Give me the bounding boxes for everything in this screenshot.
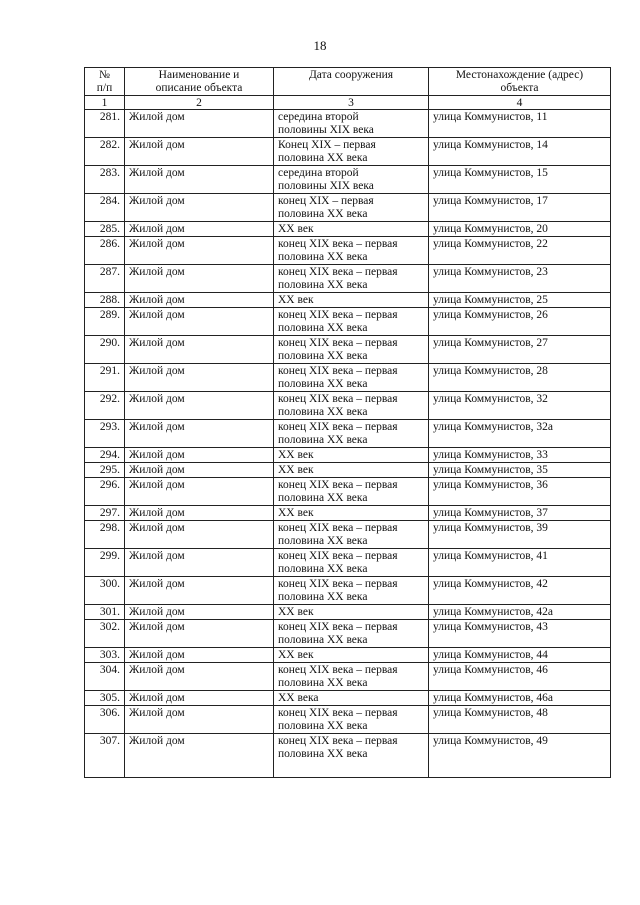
table-row [85, 166, 611, 194]
construction-date: конец XIX века – первая половина XX века [274, 237, 429, 265]
construction-date: середина второй половины XIX века [274, 166, 429, 194]
object-address: улица Коммунистов, 28 [429, 364, 611, 392]
object-address: улица Коммунистов, 26 [429, 308, 611, 336]
row-number: 298. [85, 521, 125, 549]
row-number: 302. [85, 620, 125, 648]
row-number: 303. [85, 648, 125, 663]
header-name: Наименование и описание объекта [125, 68, 274, 96]
object-address: улица Коммунистов, 32а [429, 420, 611, 448]
object-address: улица Коммунистов, 46 [429, 663, 611, 691]
table-row [85, 663, 611, 691]
table-row [85, 222, 611, 237]
row-number: 300. [85, 577, 125, 605]
column-number: 4 [429, 96, 611, 110]
row-number: 289. [85, 308, 125, 336]
row-number: 292. [85, 392, 125, 420]
object-name: Жилой дом [125, 648, 274, 663]
construction-date: XX век [274, 448, 429, 463]
construction-date: XX век [274, 506, 429, 521]
object-address: улица Коммунистов, 32 [429, 392, 611, 420]
construction-date: конец XIX века – первая половина XX века [274, 265, 429, 293]
construction-date: XX век [274, 293, 429, 308]
object-address: улица Коммунистов, 48 [429, 706, 611, 734]
construction-date: XX век [274, 605, 429, 620]
table-row [85, 420, 611, 448]
row-number: 283. [85, 166, 125, 194]
object-name: Жилой дом [125, 364, 274, 392]
table-row [85, 577, 611, 605]
object-name: Жилой дом [125, 222, 274, 237]
construction-date: конец XIX века – первая половина XX века [274, 620, 429, 648]
object-name: Жилой дом [125, 110, 274, 138]
object-address: улица Коммунистов, 39 [429, 521, 611, 549]
header-address: Местонахождение (адрес) объекта [429, 68, 611, 96]
object-name: Жилой дом [125, 549, 274, 577]
row-number: 297. [85, 506, 125, 521]
row-number: 290. [85, 336, 125, 364]
object-address: улица Коммунистов, 46а [429, 691, 611, 706]
object-address: улица Коммунистов, 37 [429, 506, 611, 521]
column-number: 2 [125, 96, 274, 110]
row-number: 284. [85, 194, 125, 222]
header-number: № п/п [85, 68, 125, 96]
row-number: 305. [85, 691, 125, 706]
table-row [85, 336, 611, 364]
construction-date: конец XIX века – первая половина XX века [274, 706, 429, 734]
object-name: Жилой дом [125, 620, 274, 648]
table-row [85, 448, 611, 463]
heritage-registry-table [84, 67, 611, 778]
object-name: Жилой дом [125, 420, 274, 448]
object-address: улица Коммунистов, 15 [429, 166, 611, 194]
construction-date: XX века [274, 691, 429, 706]
object-address: улица Коммунистов, 17 [429, 194, 611, 222]
object-name: Жилой дом [125, 265, 274, 293]
construction-date: XX век [274, 463, 429, 478]
object-name: Жилой дом [125, 293, 274, 308]
construction-date: XX век [274, 648, 429, 663]
construction-date: середина второй половины XIX века [274, 110, 429, 138]
object-name: Жилой дом [125, 336, 274, 364]
row-number: 287. [85, 265, 125, 293]
row-number: 285. [85, 222, 125, 237]
construction-date: XX век [274, 222, 429, 237]
object-address: улица Коммунистов, 11 [429, 110, 611, 138]
object-address: улица Коммунистов, 14 [429, 138, 611, 166]
object-name: Жилой дом [125, 463, 274, 478]
object-name: Жилой дом [125, 448, 274, 463]
construction-date: конец XIX века – первая половина XX века [274, 420, 429, 448]
object-name: Жилой дом [125, 237, 274, 265]
object-address: улица Коммунистов, 23 [429, 265, 611, 293]
object-address: улица Коммунистов, 41 [429, 549, 611, 577]
row-number: 294. [85, 448, 125, 463]
row-number: 296. [85, 478, 125, 506]
column-numbers-row [85, 96, 611, 110]
table-row [85, 463, 611, 478]
row-number: 293. [85, 420, 125, 448]
object-address: улица Коммунистов, 25 [429, 293, 611, 308]
object-address: улица Коммунистов, 42а [429, 605, 611, 620]
table-row [85, 648, 611, 663]
column-number: 1 [85, 96, 125, 110]
table-row [85, 506, 611, 521]
construction-date: конец XIX века – первая половина XX века [274, 734, 429, 778]
table-row [85, 691, 611, 706]
object-name: Жилой дом [125, 308, 274, 336]
object-name: Жилой дом [125, 734, 274, 778]
row-number: 304. [85, 663, 125, 691]
table-row [85, 237, 611, 265]
object-address: улица Коммунистов, 36 [429, 478, 611, 506]
object-name: Жилой дом [125, 392, 274, 420]
table-row [85, 734, 611, 778]
object-address: улица Коммунистов, 44 [429, 648, 611, 663]
construction-date: конец XIX века – первая половина XX века [274, 364, 429, 392]
table-row [85, 605, 611, 620]
table-row [85, 138, 611, 166]
row-number: 291. [85, 364, 125, 392]
construction-date: конец XIX века – первая половина XX века [274, 392, 429, 420]
object-name: Жилой дом [125, 138, 274, 166]
object-address: улица Коммунистов, 27 [429, 336, 611, 364]
construction-date: конец XIX – первая половина XX века [274, 194, 429, 222]
object-address: улица Коммунистов, 43 [429, 620, 611, 648]
table-row [85, 308, 611, 336]
table-row [85, 620, 611, 648]
construction-date: Конец XIX – первая половина XX века [274, 138, 429, 166]
table-row [85, 110, 611, 138]
object-name: Жилой дом [125, 478, 274, 506]
construction-date: конец XIX века – первая половина XX века [274, 663, 429, 691]
object-address: улица Коммунистов, 42 [429, 577, 611, 605]
object-name: Жилой дом [125, 506, 274, 521]
header-date: Дата сооружения [274, 68, 429, 96]
table-row [85, 364, 611, 392]
construction-date: конец XIX века – первая половина XX века [274, 478, 429, 506]
object-address: улица Коммунистов, 35 [429, 463, 611, 478]
object-address: улица Коммунистов, 22 [429, 237, 611, 265]
row-number: 295. [85, 463, 125, 478]
object-name: Жилой дом [125, 577, 274, 605]
object-name: Жилой дом [125, 691, 274, 706]
table-row [85, 265, 611, 293]
construction-date: конец XIX века – первая половина XX века [274, 308, 429, 336]
table-header-row [85, 68, 611, 96]
row-number: 288. [85, 293, 125, 308]
object-address: улица Коммунистов, 20 [429, 222, 611, 237]
table-row [85, 549, 611, 577]
table-row [85, 392, 611, 420]
object-name: Жилой дом [125, 166, 274, 194]
construction-date: конец XIX века – первая половина XX века [274, 336, 429, 364]
table-row [85, 521, 611, 549]
row-number: 299. [85, 549, 125, 577]
table-row [85, 706, 611, 734]
column-number: 3 [274, 96, 429, 110]
row-number: 281. [85, 110, 125, 138]
page-number: 18 [313, 38, 327, 53]
row-number: 307. [85, 734, 125, 778]
row-number: 301. [85, 605, 125, 620]
row-number: 306. [85, 706, 125, 734]
object-name: Жилой дом [125, 605, 274, 620]
row-number: 286. [85, 237, 125, 265]
construction-date: конец XIX века – первая половина XX века [274, 521, 429, 549]
row-number: 282. [85, 138, 125, 166]
object-address: улица Коммунистов, 33 [429, 448, 611, 463]
object-name: Жилой дом [125, 663, 274, 691]
object-name: Жилой дом [125, 194, 274, 222]
object-address: улица Коммунистов, 49 [429, 734, 611, 778]
table-row [85, 293, 611, 308]
object-name: Жилой дом [125, 521, 274, 549]
table-row [85, 478, 611, 506]
construction-date: конец XIX века – первая половина XX века [274, 549, 429, 577]
object-name: Жилой дом [125, 706, 274, 734]
construction-date: конец XIX века – первая половина XX века [274, 577, 429, 605]
table-row [85, 194, 611, 222]
